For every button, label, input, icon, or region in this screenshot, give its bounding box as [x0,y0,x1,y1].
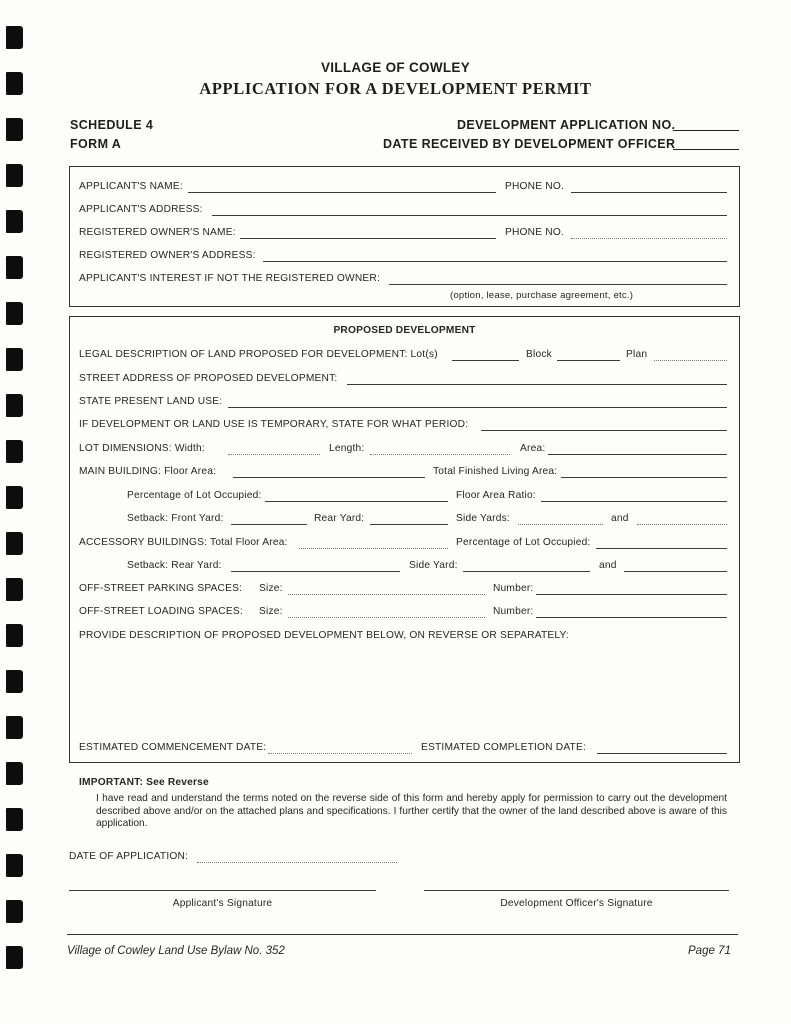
length-field[interactable] [370,454,510,455]
owner-address-field[interactable] [263,261,727,262]
length-label: Length: [329,443,365,454]
accessory-percentage-field[interactable] [596,548,727,549]
completion-field[interactable] [597,753,727,754]
block-label: Block [526,349,552,360]
development-heading: PROPOSED DEVELOPMENT [333,325,476,336]
rear-yard-field[interactable] [370,524,448,525]
date-received-field[interactable] [673,149,739,150]
declaration-text: I have read and understand the terms noted on the reverse side of this form and hereby apply for permission to carry out the development described above and/or on the attached plans and specifications. I further certify that the owner of the land described above is aware of this application. [96,793,727,829]
lot-dimensions-label: LOT DIMENSIONS: Width: [79,443,205,454]
spiral-binding [0,0,30,1024]
loading-label: OFF-STREET LOADING SPACES: [79,606,243,617]
side-yard-label: Side Yard: [409,560,458,571]
block-field[interactable] [557,360,620,361]
living-area-field[interactable] [561,477,727,478]
officer-signature-label: Development Officer's Signature [500,898,653,909]
plan-field[interactable] [654,360,727,361]
application-no-field[interactable] [673,130,739,131]
accessory-floor-area-field[interactable] [299,548,448,549]
parking-size-label: Size: [259,583,283,594]
front-yard-field[interactable] [231,524,307,525]
side-yards-label: Side Yards: [456,513,510,524]
temporary-field[interactable] [481,430,727,431]
lot-field[interactable] [452,360,519,361]
width-field[interactable] [228,454,320,455]
form-title: APPLICATION FOR A DEVELOPMENT PERMIT [199,79,592,98]
street-address-label: STREET ADDRESS OF PROPOSED DEVELOPMENT: [79,373,338,384]
percentage-lot-label: Percentage of Lot Occupied: [127,490,262,501]
schedule-label: SCHEDULE 4 [70,118,154,132]
completion-label: ESTIMATED COMPLETION DATE: [421,742,587,753]
land-use-field[interactable] [228,407,727,408]
and-label-2: and [599,560,617,571]
street-address-field[interactable] [347,384,727,385]
application-no-label: DEVELOPMENT APPLICATION NO. [457,118,676,132]
parking-label: OFF-STREET PARKING SPACES: [79,583,243,594]
footer-divider [67,934,738,935]
side-yard-field-1[interactable] [518,524,603,525]
applicant-address-label: APPLICANT'S ADDRESS: [79,204,203,215]
legal-description-label: LEGAL DESCRIPTION OF LAND PROPOSED FOR DEVELOPMENT: Lot(s) [79,349,438,360]
applicant-signature-label: Applicant's Signature [172,898,273,909]
and-label-1: and [611,513,629,524]
applicant-name-label: APPLICANT'S NAME: [79,181,183,192]
floor-area-ratio-label: Floor Area Ratio: [456,490,536,501]
important-heading: IMPORTANT: See Reverse [79,777,209,788]
page-title: VILLAGE OF COWLEY [320,60,471,75]
form-label: FORM A [70,137,122,151]
side-yard-field-2[interactable] [637,524,727,525]
land-use-label: STATE PRESENT LAND USE: [79,396,223,407]
setback-front-label: Setback: Front Yard: [127,513,224,524]
applicant-address-field[interactable] [212,215,727,216]
owner-address-label: REGISTERED OWNER'S ADDRESS: [79,250,256,261]
applicant-phone-label: PHONE NO. [505,181,564,192]
main-building-label: MAIN BUILDING: Floor Area: [79,466,217,477]
interest-field[interactable] [389,284,727,285]
parking-size-field[interactable] [288,594,485,595]
page-number: Page 71 [688,945,731,957]
commencement-label: ESTIMATED COMMENCEMENT DATE: [79,742,267,753]
footer-bylaw: Village of Cowley Land Use Bylaw No. 352 [67,945,285,957]
owner-name-field[interactable] [240,238,496,239]
parking-number-field[interactable] [536,594,727,595]
loading-number-field[interactable] [536,617,727,618]
applicant-name-field[interactable] [188,192,496,193]
area-label: Area: [520,443,546,454]
rear-yard-label: Rear Yard: [314,513,365,524]
applicant-phone-field[interactable] [571,192,727,193]
loading-number-label: Number: [493,606,534,617]
accessory-rear-yard-field[interactable] [231,571,400,572]
floor-area-field[interactable] [233,477,425,478]
owner-phone-field[interactable] [571,238,727,239]
date-received-label: DATE RECEIVED BY DEVELOPMENT OFFICER [383,137,676,151]
accessory-setback-label: Setback: Rear Yard: [127,560,222,571]
description-area[interactable] [79,648,727,736]
accessory-buildings-label: ACCESSORY BUILDINGS: Total Floor Area: [79,537,288,548]
date-of-application-label: DATE OF APPLICATION: [69,851,189,862]
parking-number-label: Number: [493,583,534,594]
owner-name-label: REGISTERED OWNER'S NAME: [79,227,236,238]
accessory-percentage-label: Percentage of Lot Occupied: [456,537,591,548]
owner-phone-label: PHONE NO. [505,227,564,238]
accessory-side-yard-field-2[interactable] [624,571,727,572]
applicant-signature-line[interactable] [69,890,376,891]
loading-size-field[interactable] [288,617,485,618]
interest-note: (option, lease, purchase agreement, etc.) [450,290,634,301]
interest-label: APPLICANT'S INTEREST IF NOT THE REGISTERED OWNER: [79,273,380,284]
plan-label: Plan [626,349,648,360]
area-field[interactable] [548,454,727,455]
loading-size-label: Size: [259,606,283,617]
officer-signature-line[interactable] [424,890,729,891]
accessory-side-yard-field-1[interactable] [463,571,590,572]
floor-area-ratio-field[interactable] [541,501,727,502]
percentage-lot-field[interactable] [265,501,448,502]
date-of-application-field[interactable] [197,862,397,863]
commencement-field[interactable] [268,753,412,754]
description-label: PROVIDE DESCRIPTION OF PROPOSED DEVELOPMENT BELOW, ON REVERSE OR SEPARATELY: [79,630,569,641]
temporary-label: IF DEVELOPMENT OR LAND USE IS TEMPORARY, STATE FOR WHAT PERIOD: [79,419,469,430]
living-area-label: Total Finished Living Area: [433,466,558,477]
